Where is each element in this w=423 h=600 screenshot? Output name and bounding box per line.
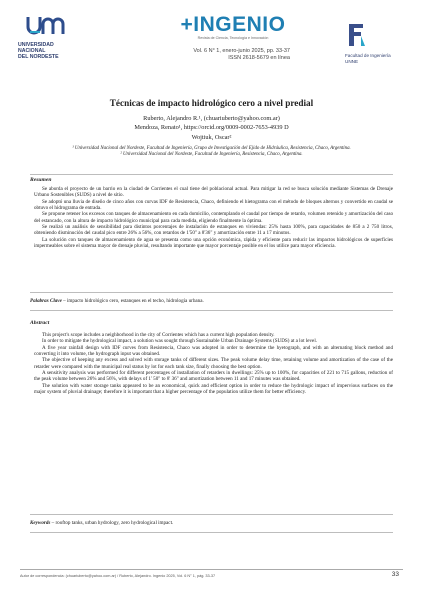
- faculty-logo: [315, 22, 405, 64]
- resumen-paragraph: Se aborda el proyecto de un barrio en la ciudad de Corrientes el cual tiene del poblacional actual. Para mitigar la red se busca solución mediante Sistemas de Drenaje Urbano Sostenibles (SUDS) a nivel de sitio.: [34, 186, 393, 199]
- affiliation-1: ¹ Universidad Nacional del Nordeste, Facultad de Ingeniería, Grupo de Investigación del Ejido de Hidráulica, Resistencia, Chaco, Argentina.: [72, 146, 351, 151]
- ingenio-subtitle: Revista de Ciencia, Tecnología e Innovación: [197, 36, 269, 40]
- unne-logo-line: DEL NORDESTE: [18, 53, 59, 60]
- abstract-paragraph: This project's scope includes a neighborhood in the city of Corrientes which has a current high population density.: [42, 332, 275, 338]
- resumen-paragraph: Se adoptó una lluvia de diseño de cinco años con curvas IDF de Resistencia, Chaco, definiendo el hietograma con el método de bloques alternos y convertido en caudal se obtuvo el hidrograma de entrada.: [34, 198, 393, 212]
- abstract-body: [34, 332, 393, 395]
- abstract-keywords-label: Keywords: [30, 520, 51, 526]
- resumen-paragraph: Se realizó un análisis de sensibilidad para distintos porcentajes de instalación de estanques en viviendas: 25% hasta 100%, para capacidades de 850 a 2 750 litros, obteniendo disminución del caudal pico entre 26% a 56%, con retardos de 1'50" a 8'36" y amortización entre 11 a 17 minutos.: [34, 224, 393, 237]
- faculty-logo-line: UNNE: [345, 58, 359, 64]
- resumen-paragraph: La solución con tanques de almacenamiento de agua se presenta como una opción económica, rápida y eficiente para reducir las impactos hidrológicos de superficies impermeables sobre el sistema mayor de drenaje pluvial, resultando importante que mayor porcentaje posible en el los utilice para mayor eficiencia.: [34, 236, 393, 250]
- footer-divider: [20, 569, 403, 570]
- volume-info: [180, 48, 290, 62]
- abstract-paragraph: In order to mitigate the hydrological impact, a solution was sought through Sustainable Urban Drainage Systems (SUDS) at a lot level.: [42, 338, 318, 345]
- divider: [30, 310, 393, 311]
- divider: [30, 532, 393, 533]
- author-3: Wojtiuk, Oscar²: [191, 133, 232, 141]
- unne-logo-icon: [26, 14, 66, 36]
- unne-logo: [18, 14, 98, 61]
- abstract-keywords: [30, 520, 393, 526]
- resumen-keywords: [30, 298, 393, 304]
- faculty-logo-icon: [345, 22, 367, 48]
- abstract-heading: Abstract: [30, 320, 50, 326]
- unne-logo-line: UNIVERSIDAD: [18, 42, 54, 48]
- page-number: 33: [391, 571, 399, 578]
- resumen-keywords-label: Palabras Clave: [30, 298, 62, 304]
- author-2: Mendoza, Renato¹, https://orcid.org/0009-0002-7653-4939 D: [134, 124, 289, 132]
- volume-line: Vol. 6 N° 1, enero-junio 2025, pp. 33-37: [193, 48, 290, 54]
- affiliation-2: ² Universidad Nacional del Nordeste, Facultad de Ingeniería, Resistencia, Chaco, Argentina.: [120, 152, 303, 158]
- divider: [30, 514, 393, 515]
- faculty-logo-line: Facultad de Ingeniería: [345, 53, 391, 58]
- resumen-keywords-text: – impacto hidrológico cero, estanques en el techo, hidrología urbana.: [63, 298, 204, 304]
- author-1: Ruberto, Alejandro R.¹, (chuariuberto@yahoo.com.ar): [143, 115, 280, 122]
- divider: [30, 292, 393, 293]
- abstract-paragraph: A sensitivity analysis was performed for different percentages of installation of retarders in dwellings: 25% up to 100%, for capacities of 221 to 715 gallons, reduction of the peak volume between 26% and 56%, with delays of 1' 50" to 8' 36" and amortization between 11 and 17 minutes was obtained.: [34, 370, 393, 383]
- footer-citation: Autor de correspondencia: (chuariuberto@yahoo.com.ar) / Ruberto, Alejandro. Ingenio 2025, Vol. 6 N° 1, pág. 33-37: [20, 574, 216, 578]
- issn-line: ISSN 2618-5679 en línea: [228, 55, 290, 62]
- resumen-body: [34, 186, 393, 249]
- abstract-paragraph: The objective of keeping any excess and solved with storage tanks of different sizes. The peak volume delay time, retaining volume and amortization of the case of the retarder were compared with the municipal real status by lot for each tank size, finally choosing the best option.: [34, 357, 393, 370]
- ingenio-plus: +: [180, 13, 194, 36]
- resumen-paragraph: Se propone retener los excesos con tanques de almacenamiento en cada domicilio, contemplando el caudal por tiempo de retardo, volumen retenido y amortización del caso del estancado, con la altura de impacto hidrológico municipal para cada medida, eligiendo finalmente la óptima.: [34, 211, 393, 224]
- ingenio-logo: [158, 14, 308, 40]
- unne-logo-line: NACIONAL: [18, 47, 46, 54]
- abstract-paragraph: A five year rainfall design with IDF curves from Resistencia, Chaco was adopted in order to determine the hyetograph, and with an alternating block method and converting it into volume, the hydrograph input was obtained.: [34, 344, 393, 358]
- resumen-heading: Resumen: [30, 177, 52, 183]
- divider: [30, 174, 393, 175]
- ingenio-name: INGENIO: [193, 13, 286, 36]
- article-title: Técnicas de impacto hidrológico cero a nivel predial: [109, 98, 314, 108]
- abstract-keywords-text: – rooftop tanks, urban hydrology, zero hydrological impact.: [51, 520, 174, 526]
- affiliations: [60, 146, 363, 158]
- abstract-paragraph: The solution with water storage tanks appeared to be an economical, quick and efficient option in order to reduce the hydrologic impact of impervious surfaces on the major system of pluvial drainage; therefore it is important that a higher percentage of the population utilize them for better efficiency.: [34, 382, 393, 396]
- author-list: [0, 114, 423, 142]
- journal-header: [18, 14, 405, 89]
